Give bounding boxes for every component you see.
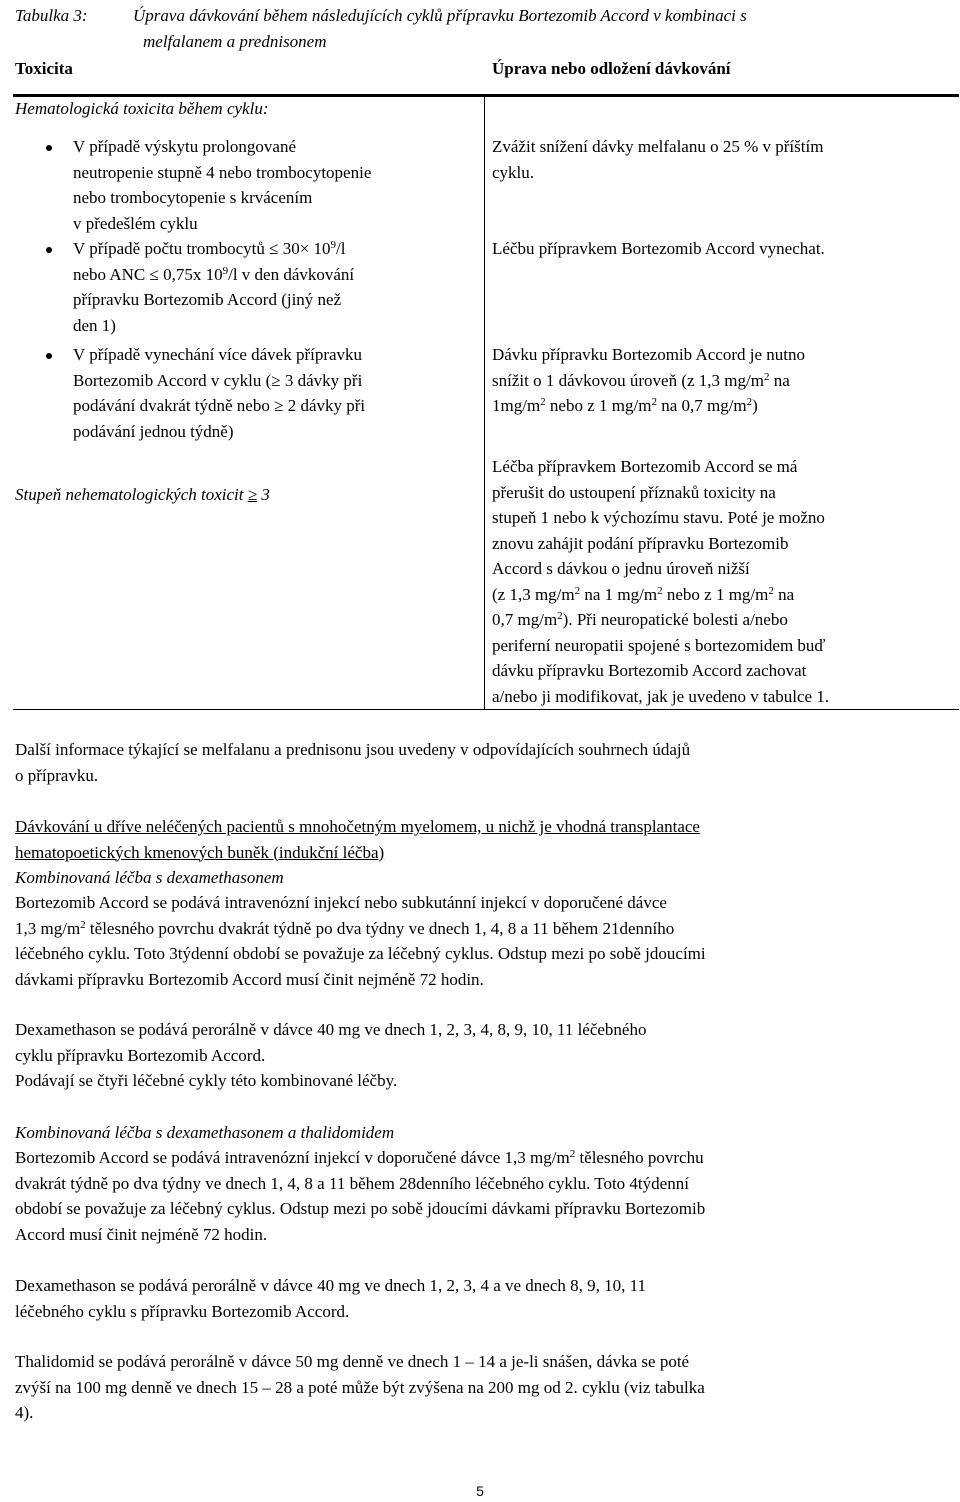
times-icon: ×	[299, 239, 310, 258]
greater-equal-icon: ≥	[247, 485, 258, 504]
subheading-dex-thalidomide: Kombinovaná léčba s dexamethasonem a thalidomidem	[15, 1123, 395, 1142]
list-item: V případě výskytu prolongované neutropenie stupně 4 nebo trombocytopenie nebo trombocytopenie s krvácením v předešlém cyklu	[15, 134, 475, 236]
table-bottom-rule	[13, 709, 959, 710]
table-header-action: Úprava nebo odložení dávkování	[492, 59, 731, 78]
page-number: 5	[476, 1483, 484, 1499]
less-equal-icon: ≤	[269, 239, 279, 258]
caption-label: Tabulka 3:	[15, 6, 88, 25]
toxicity-row-3	[15, 342, 475, 444]
list-item: V případě počtu trombocytů ≤ $30\times 10^9/l$ nebo ANC ≤ 0,75x $10^9/l$ v den dávkování přípravku Bortezomib Accord (jiný než den 1)	[15, 236, 475, 338]
action-row-2: Léčbu přípravkem Bortezomib Accord vynechat.	[492, 239, 825, 258]
section-heading: Hematologická toxicita během cyklu:	[15, 99, 269, 118]
action-row-1: Zvážit snížení dávky melfalanu o 25 % v příštím cyklu.	[492, 137, 824, 182]
column-divider	[484, 97, 485, 710]
subheading-dexamethasone: Kombinovaná léčba s dexamethasonem	[15, 868, 284, 887]
less-equal-icon: ≤	[149, 264, 159, 284]
section-heading-induction: Dávkování u dříve neléčených pacientů s mnohočetným myelomem, u nichž je vhodná transplantace hematopoetických kmenových buněk (indukční léčba)	[15, 817, 700, 862]
greater-equal-icon: ≥	[274, 396, 284, 415]
caption-line-1: Úprava dávkování během následujících cyklů přípravku Bortezomib Accord v kombinaci s	[133, 6, 747, 25]
greater-equal-icon: ≥	[271, 370, 281, 390]
paragraph-bortezomib-dosing: Bortezomib Accord se podává intravenózní injekcí nebo subkutánní injekcí v doporučené dávce 1,3 $mg/m^2$ tělesného povrchu dvakrát týdně po dva týdny ve dnech 1, 4, 8 a 11 během 21denního léčebného cyklu. Toto 3týdenní období se považuje za léčebný cyklus. Odstup mezi po sobě jdoucími dávkami přípravku Bortezomib Accord musí činit nejméně 72 hodin.	[15, 893, 706, 989]
bullet-icon	[46, 145, 52, 151]
action-row-3: Dávku přípravku Bortezomib Accord je nutno snížit o 1 dávkovou úroveň (z 1,3 $mg/m^2$ na $1mg/m^2$ nebo z 1 $mg/m^2$ na 0,7 $mg/m^2$)	[492, 345, 806, 415]
table-header-toxicity: Toxicita	[15, 59, 73, 78]
bullet-icon	[46, 353, 52, 359]
toxicity-row-2	[15, 236, 475, 338]
paragraph-bortezomib-28day: Bortezomib Accord se podává intravenózní injekcí v doporučené dávce 1,3 $mg/m^2$ tělesného povrchu dvakrát týdně po dva týdny ve dnech 1, 4, 8 a 11 během 28denního léčebného cyklu. Toto 4týdenní období se považuje za léčebný cyklus. Odstup mezi po sobě jdoucími dávkami přípravku Bortezomib Accord musí činit nejméně 72 hodin.	[15, 1148, 706, 1244]
paragraph-dexamethasone-2: Dexamethason se podává perorálně v dávce 40 mg ve dnech 1, 2, 3, 4 a ve dnech 8, 9, 10, 11 léčebného cyklu s přípravku Bortezomib Accord.	[15, 1276, 647, 1321]
list-item: V případě vynechání více dávek přípravku Bortezomib Accord v cyklu (≥ 3 dávky při podávání dvakrát týdně nebo ≥ 2 dávky při podávání jednou týdně)	[15, 342, 475, 444]
bullet-icon	[46, 247, 52, 253]
caption-line-2: melfalanem a prednisonem	[143, 32, 327, 51]
paragraph-dexamethasone: Dexamethason se podává perorálně v dávce 40 mg ve dnech 1, 2, 3, 4, 8, 9, 10, 11 léčebného cyklu přípravku Bortezomib Accord. Podávají se čtyři léčebné cykly této kombinované léčby.	[15, 1020, 647, 1090]
toxicity-row-1	[15, 134, 475, 236]
paragraph-thalidomide: Thalidomid se podává perorálně v dávce 50 mg denně ve dnech 1 – 14 a je-li snášen, dávka se poté zvýší na 100 mg denně ve dnech 15 – 28 a poté může být zvýšena na 200 mg od 2. cyklu (viz tabulka 4).	[15, 1352, 705, 1422]
paragraph-further-info: Další informace týkající se melfalanu a prednisonu jsou uvedeny v odpovídajících souhrnech údajů o přípravku.	[15, 740, 691, 785]
action-row-4: Léčba přípravkem Bortezomib Accord se má přerušit do ustoupení příznaků toxicity na stupeň 1 nebo k výchozímu stavu. Poté je možno znovu zahájit podání přípravku Bortezomib Accord s dávkou o jednu úroveň nižší (z 1,3 $mg/m^2$ na 1 $mg/m^2$ nebo z 1 $mg/m^2$ na 0,7 $mg/m^2$). Při neuropatické bolesti a/nebo periferní neuropatii spojené s bortezomidem buď dávku přípravku Bortezomib Accord zachovat a/nebo ji modifikovat, jak je uvedeno v tabulce 1.	[492, 457, 830, 706]
toxicity-row-4: Stupeň nehematologických toxicit ≥ 3	[15, 485, 270, 504]
